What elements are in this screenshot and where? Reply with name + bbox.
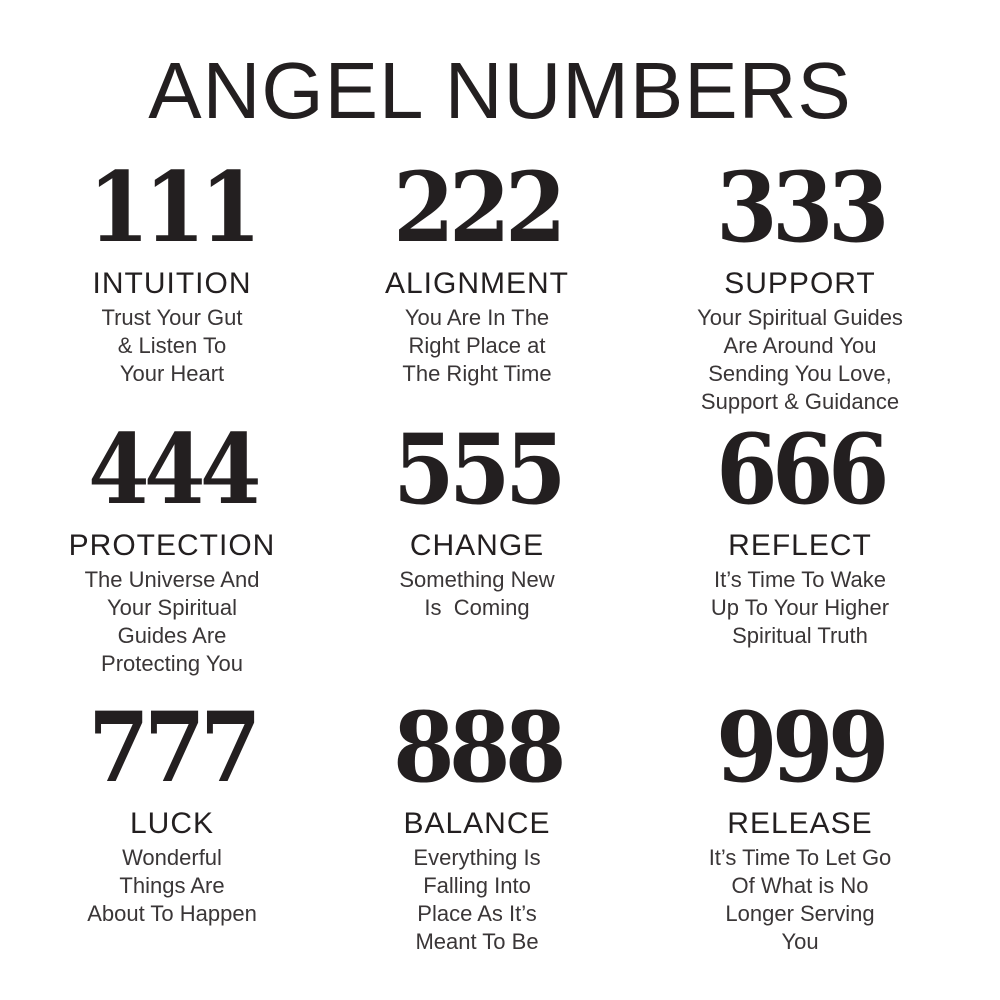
description-line: It’s Time To Let Go [708, 845, 892, 870]
card-description [640, 844, 960, 956]
card-name: REFLECT [728, 529, 872, 562]
description-line: Spiritual Truth [732, 623, 868, 648]
description-line: Your Spiritual [106, 595, 238, 620]
description-line: Up To Your Higher [710, 595, 890, 620]
card-description [12, 844, 332, 928]
description-line: & Listen To [117, 333, 227, 358]
description-line: Meant To Be [415, 929, 539, 954]
card-333 [640, 151, 960, 416]
description-line: You [781, 929, 819, 954]
description-line: Support & Guidance [700, 389, 900, 414]
card-999 [640, 691, 960, 956]
description-line: Your Spiritual Guides [697, 305, 903, 330]
card-name: PROTECTION [68, 529, 276, 562]
description-line: Longer Serving [725, 901, 875, 926]
angel-number: 111 [88, 151, 256, 264]
description-line: Protecting You [101, 651, 243, 676]
description-line: Your Heart [119, 361, 225, 386]
card-description [640, 304, 960, 416]
description-line: Of What is No [731, 873, 869, 898]
card-description [317, 566, 637, 622]
card-888 [317, 691, 637, 956]
card-777 [12, 691, 332, 928]
angel-number: 333 [716, 151, 884, 264]
description-line: Falling Into [423, 873, 531, 898]
card-555 [317, 413, 637, 622]
card-666 [640, 413, 960, 650]
description-line: Right Place at [408, 333, 546, 358]
description-line: You Are In The [404, 305, 550, 330]
description-line: Place As It’s [417, 901, 537, 926]
description-line: The Right Time [402, 361, 552, 386]
angel-number: 888 [393, 691, 561, 804]
card-name: SUPPORT [724, 267, 876, 300]
angel-number: 999 [716, 691, 884, 804]
card-name: CHANGE [409, 529, 545, 562]
description-line: Guides Are [117, 623, 227, 648]
page-title: ANGEL NUMBERS [148, 46, 852, 135]
description-line: Trust Your Gut [101, 305, 243, 330]
description-line: The Universe And [84, 567, 260, 592]
description-line: Is Coming [424, 595, 530, 620]
angel-number: 777 [88, 691, 256, 804]
card-description [12, 566, 332, 678]
card-description [640, 566, 960, 650]
description-line: About To Happen [87, 901, 257, 926]
description-line: Sending You Love, [708, 361, 892, 386]
description-line: It’s Time To Wake [714, 567, 886, 592]
card-name: LUCK [129, 807, 215, 840]
card-444 [12, 413, 332, 678]
card-description [317, 844, 637, 956]
angel-number: 444 [88, 413, 256, 526]
card-name: INTUITION [92, 267, 252, 300]
description-line: Everything Is [413, 845, 541, 870]
angel-number: 666 [716, 413, 884, 526]
card-222 [317, 151, 637, 388]
card-name: ALIGNMENT [384, 267, 570, 300]
angel-number: 222 [393, 151, 561, 264]
card-description [12, 304, 332, 388]
description-line: Something New [399, 567, 555, 592]
description-line: Are Around You [723, 333, 877, 358]
angel-number: 555 [393, 413, 561, 526]
card-description [317, 304, 637, 388]
card-111 [12, 151, 332, 388]
card-name: RELEASE [727, 807, 873, 840]
description-line: Things Are [119, 873, 225, 898]
description-line: Wonderful [122, 845, 222, 870]
card-name: BALANCE [403, 807, 551, 840]
